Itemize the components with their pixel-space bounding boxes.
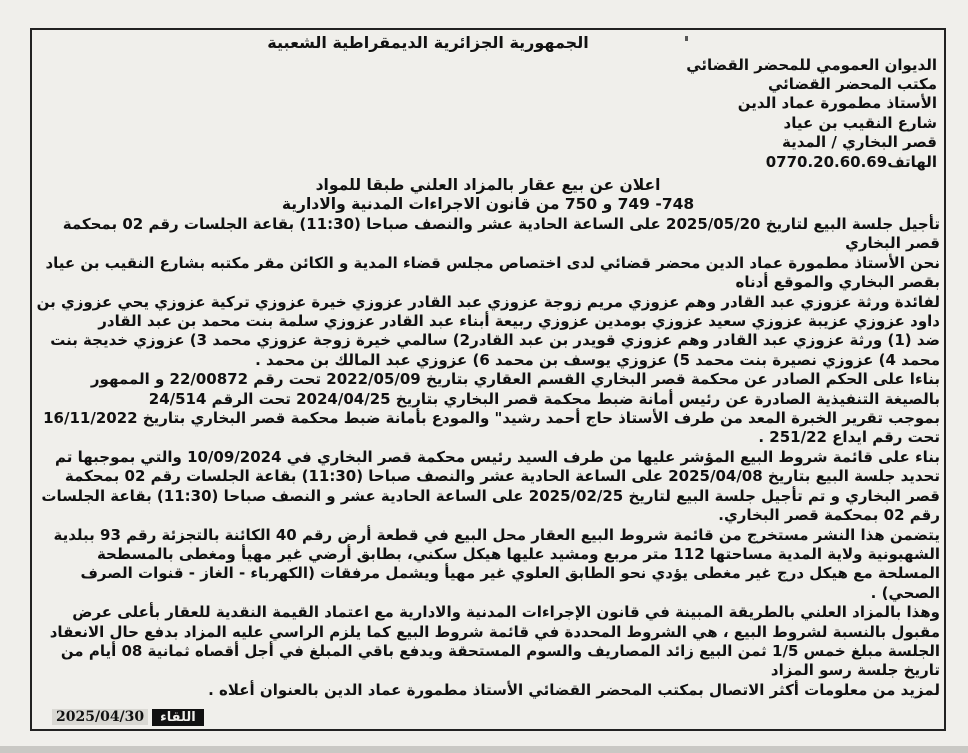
paragraph-expertise: بموجب تقرير الخبرة المعد من طرف الأستاذ حاج أحمد رشيد" والمودع بأمانة ضبط محكمة قصر البخاري بتاريخ 16/11/2022 تحت رقم ايداع 251/22 . [43,409,940,447]
office-line-2: مكتب المحضر القضائي [768,75,937,94]
paragraph-conditions: بناء على قائمة شروط البيع المؤشر عليها من طرف السيد رئيس محكمة قصر البخاري في 10/09/2024 والتي بموجبها تم تحديد جلسة البيع بتاريخ 2025/04/08 على الساعة الحادية عشر والنصف صباحا (11:30) بقاعة الجلسات رقم 02 بمحكمة قصر البخاري و تم تأجيل جلسة البيع لتاريخ 2025/02/25 على الساعة الحادية عشر و النصف صباحا (11:30) بقاعة الجلسات رقم 02 بمحكمة قصر البخاري. [41,447,940,525]
notice-content [36,32,940,700]
office-line-5: قصر البخاري / المدية [781,132,937,151]
office-block [36,56,940,172]
office-line-3: الأستاذ مطمورة عماد الدين [737,94,937,113]
phone-label: الهاتف [887,153,937,172]
paragraph-bailiff: نحن الأستاذ مطمورة عماد الدين محضر قضائي لدى اختصاص مجلس قضاء المدية و الكائن مقر مكتبه بشارع النقيب بن عياد بقصر البخاري والموقع أدناه [45,253,940,292]
paragraph-postponement: تأجيل جلسة البيع لتاريخ 2025/05/20 على الساعة الحادية عشر والنصف صباحا (11:30) بقاعة الجلسات رقم 02 بمحكمة قصر البخاري [62,215,940,253]
page-edge [0,746,968,753]
paragraph-property: يتضمن هذا النشر مستخرج من قائمة شروط البيع العقار محل البيع في قطعة أرض رقم 40 الكائنة بالتجزئة رقم 93 ببلدية الشهبونية ولاية المدية مساحتها 112 متر مربع ومشيد عليها هيكل سكني، بطابق أرضي غير مهيأ ومغطى بالمسطحة المسلحة مع هيكل درج غير مغطى يؤدي نحو الطابق العلوي غير مهيأ ويشمل مرفقات (الكهرباء - الغاز - قنوات الصرف الصحي) . [53,525,940,602]
newspaper-name: اللقاء [152,709,204,726]
paragraph-against: ضد (1) ورثة عزوزي عبد القادر وهم عزوزي قويدر بن عبد القادر2) سالمي خيرة زوجة عزوزي محمد 3) عزوزي خديجة بنت محمد 4) عزوزي نصيرة بنت محمد 5) عزوزي يوسف بن محمد 6) عزوزي عبد المالك بن محمد . [50,331,940,369]
announcement-subtitle: 748- 749 و 750 من قانون الاجراءات المدنية والادارية [281,195,695,214]
announcement-title: اعلان عن بيع عقار بالمزاد العلني طبقا للمواد [315,176,661,195]
publication-footer [52,707,204,727]
paragraph-contact: لمزيد من معلومات أكثر الاتصال بمكتب المحضر القضائي الأستاذ مطمورة عماد الدين بالعنوان أعلاه . [208,680,940,699]
paragraph-beneficiaries: لفائدة ورثة عزوزي عبد القادر وهم عزوزي مريم زوجة عزوزي عبد القادر عزوزي خيرة عزوزي تركية عزوزي يحي عزوزي بن داود عزوزي عزيبة عزوزي سعيد عزوزي بومدين عزوزي ربيعة أبناء عبد القادر عزوزي سلمة بنت محمد بن عبد القادر [36,292,940,331]
republic-heading: الجمهورية الجزائرية الديمقراطية الشعبية [267,33,589,52]
office-phone [36,152,940,172]
paragraph-auction-terms: وهذا بالمزاد العلني بالطريقة المبينة في قانون الإجراءات المدنية والادارية مع اعتماد القيمة النقدية للعقار بأعلى عرض مقبول بالنسبة لشروط البيع ، هي الشروط المحددة في قائمة شروط البيع كما يلزم الراسي عليه المزاد بدفع حال الانعقاد الجلسة مبلغ خمس 1/5 ثمن البيع زائد المصاريف والسوم المستحقة ويدفع باقي المبلغ في أجل أقصاه ثمانية 08 أيام من تاريخ جلسة رسو المزاد [49,603,940,680]
paragraph-judgment: بناءا على الحكم الصادر عن محكمة قصر البخاري القسم العقاري بتاريخ 2022/05/09 تحت رقم 22/00872 و الممهور بالصيغة التنفيذية الصادرة عن رئيس أمانة ضبط محكمة قصر البخاري بتاريخ 2024/04/25 تحت الرقم 24/514 [90,370,940,408]
office-line-1: الديوان العمومي للمحضر القضائي [686,56,937,74]
publication-date: 2025/04/30 [52,709,148,725]
announcement-body [36,215,940,700]
office-line-4: شارع النقيب بن عياد [783,113,937,132]
phone-number: 0770.20.60.69 [765,153,888,172]
